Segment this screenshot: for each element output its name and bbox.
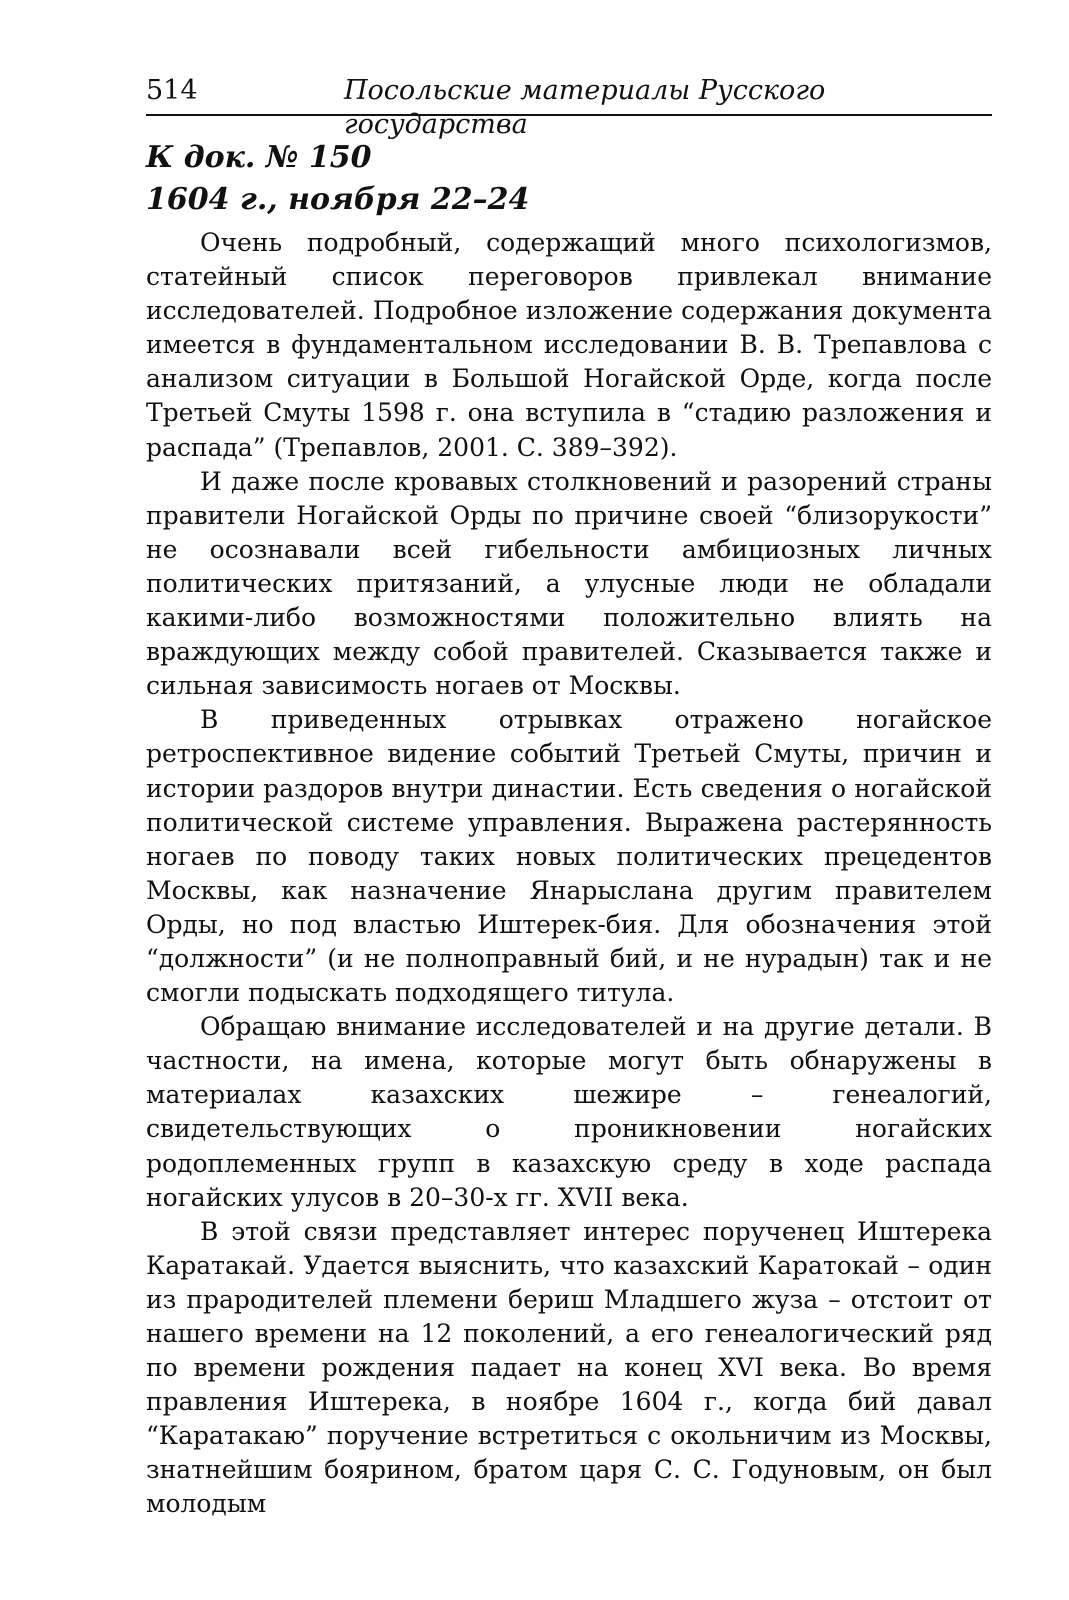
paragraph-2: И даже после кровавых столкновений и разорений страны правители Ногайской Орды по причине своей “близорукости” не осознавали всей гибельности амбициозных личных политических притязаний, а улусные люди не обладали какими-либо возможностями положительно влиять на враждующих между собой правителей. Сказывается также и сильная зависимость ногаев от Москвы. bbox=[146, 466, 992, 701]
document-number: К док. № 150 bbox=[146, 140, 372, 175]
body-text bbox=[146, 226, 992, 1522]
document-reference bbox=[146, 137, 529, 221]
page-number: 514 bbox=[146, 75, 198, 106]
paragraph-1: Очень подробный, содержащий много психологизмов, статейный список переговоров привлекал внимание исследователей. Подробное изложение содержания документа имеется в фундаментальном исследовании В. В. Трепавлова с анализом ситуации в Большой Ногайской Орде, когда после Третьей Смуты 1598 г. она вступила в “стадию разложения и распада” (Трепавлов, 2001. С. 389–392). bbox=[146, 228, 992, 462]
paragraph-4: Обращаю внимание исследователей и на другие детали. В частности, на имена, которые могут быть обнаружены в материалах казахских шежире – генеалогий, свидетельствующих о проникновении ногайских родоплеменных групп в казахскую среду в ходе распада ногайских улусов в 20–30-х гг. XVII века. bbox=[146, 1012, 992, 1212]
paragraph-3: В приведенных отрывках отражено ногайское ретроспективное видение событий Третьей Смуты, причин и истории раздоров внутри династии. Есть сведения о ногайской политической системе управления. Выражена растерянность ногаев по поводу таких новых политических прецедентов Москвы, как назначение Янарыслана другим правителем Орды, но под властью Иштерек-бия. Для обозначения этой “должности” (и не полноправный бий, и не нурадын) так и не смогли подыскать подходящего титула. bbox=[146, 705, 992, 1008]
running-head bbox=[146, 74, 992, 140]
paragraph-5: В этой связи представляет интерес порученец Иштерека Каратакай. Удается выяснить, что казахский Каратокай – один из прародителей племени бериш Младшего жуза – отстоит от нашего времени на 12 поколений, а его генеалогический ряд по времени рождения падает на конец XVI века. Во время правления Иштерека, в ноябре 1604 г., когда бий давал “Каратакаю” поручение встретиться с окольничим из Москвы, знатнейшим боярином, братом царя С. С. Годуновым, он был молодым bbox=[146, 1216, 992, 1519]
document-date: 1604 г., ноября 22–24 bbox=[146, 182, 530, 217]
running-title: Посольские материалы Русского государства bbox=[344, 75, 826, 140]
